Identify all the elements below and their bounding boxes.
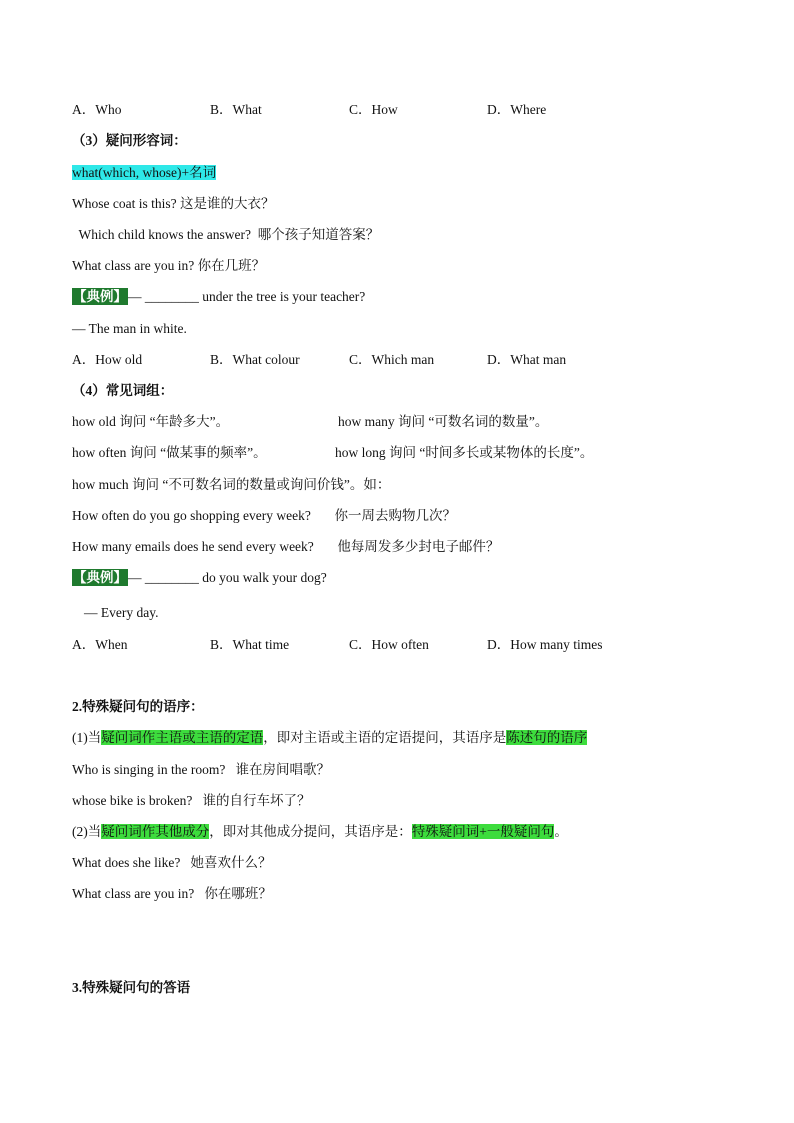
phrase-how-old: how old 询问 “年龄多大”。 (72, 414, 230, 429)
section3-example-1: Whose coat is this? 这是谁的大衣？ (72, 196, 275, 211)
part2-example-2: whose bike is broken? 谁的自行车坏了？ (72, 793, 311, 808)
part3-heading: 3.特殊疑问句的答语 (72, 980, 191, 995)
example-tag: 【典例】 (73, 570, 127, 585)
option-a: A．How old (72, 352, 143, 367)
option-d: D．What man (487, 352, 567, 367)
part2-heading: 2.特殊疑问句的语序： (72, 699, 204, 714)
rule2-highlight-2: 特殊疑问词+一般疑问句 (411, 824, 555, 839)
rule2-suffix: 。 (554, 824, 568, 839)
rule2-mid: ，即对其他成分提问，其语序是： (209, 824, 412, 839)
rule1-mid: ，即对主语或主语的定语提问，其语序是 (263, 730, 507, 745)
phrase-how-much: how much 询问 “不可数名词的数量或询问价钱”。如： (72, 477, 391, 492)
option-a: A．Who (72, 102, 122, 117)
example-tag: 【典例】 (73, 289, 127, 304)
option-d: D．Where (487, 102, 547, 117)
phrase-how-long: how long 询问 “时间多长或某物体的长度”。 (335, 445, 594, 460)
section4-question (72, 568, 327, 588)
section4-example-2: How many emails does he send every week? 他每周发多少封电子邮件？ (72, 539, 500, 554)
rule1-prefix: (1)当 (72, 730, 102, 745)
rule1-highlight-1: 疑问词作主语或主语的定语 (101, 730, 264, 745)
section3-example-3: What class are you in? 你在几班？ (72, 258, 266, 273)
part2-rule-1 (72, 728, 587, 748)
section3-question (72, 287, 365, 307)
part2-rule-2 (72, 822, 568, 842)
rule2-highlight-1: 疑问词作其他成分 (101, 824, 210, 839)
section4-example-1: How often do you go shopping every week? 你一周去购物几次？ (72, 508, 456, 523)
part2-example-1: Who is singing in the room? 谁在房间唱歌？ (72, 762, 330, 777)
option-a: A．When (72, 637, 128, 652)
section3-heading: （3）疑问形容词： (72, 133, 187, 148)
question-text: — ________ under the tree is your teacher? (128, 289, 366, 304)
part2-example-3: What does she like? 她喜欢什么？ (72, 855, 272, 870)
section4-heading: （4）常见词组： (72, 383, 174, 398)
part2-example-4: What class are you in? 你在哪班？ (72, 886, 272, 901)
section3-formula: what(which, whose)+名词 (72, 165, 217, 180)
section3-example-2: Which child knows the answer? 哪个孩子知道答案？ (72, 227, 380, 242)
phrase-how-often: how often 询问 “做某事的频率”。 (72, 445, 267, 460)
section3-answer: — The man in white. (72, 321, 187, 336)
option-c: C．How (349, 102, 398, 117)
section4-answer: — Every day. (84, 605, 159, 620)
option-d: D．How many times (487, 637, 603, 652)
rule2-prefix: (2)当 (72, 824, 102, 839)
option-b: B．What (210, 102, 262, 117)
option-b: B．What time (210, 637, 290, 652)
section3-formula-line (72, 163, 216, 183)
phrase-how-many: how many 询问 “可数名词的数量”。 (338, 414, 549, 429)
option-b: B．What colour (210, 352, 300, 367)
option-c: C．How often (349, 637, 429, 652)
rule1-highlight-2: 陈述句的语序 (506, 730, 588, 745)
option-c: C．Which man (349, 352, 435, 367)
question-text: — ________ do you walk your dog? (128, 570, 327, 585)
